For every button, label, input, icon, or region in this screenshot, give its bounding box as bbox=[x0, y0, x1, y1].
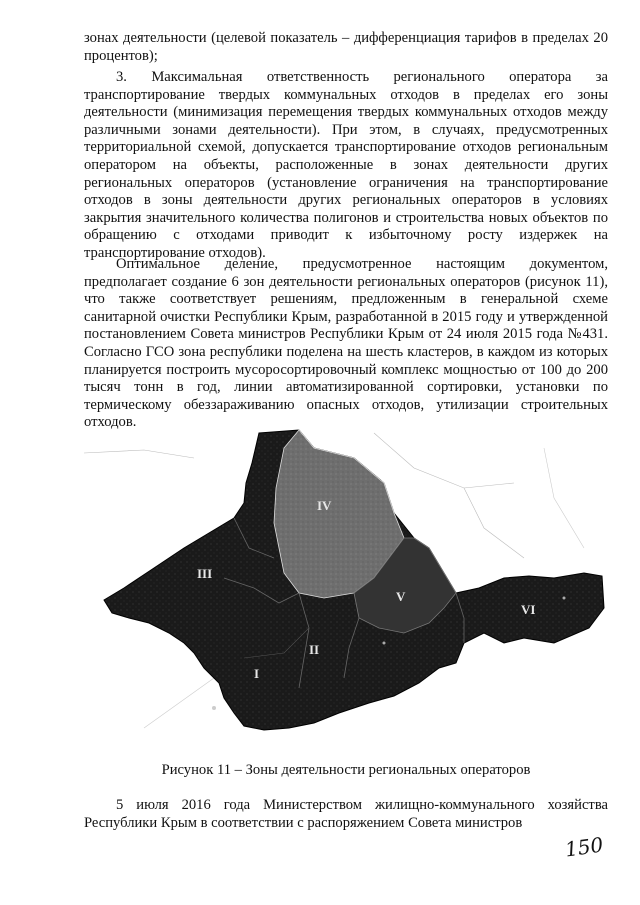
paragraph-optimal-division: Оптимальное деление, предусмотренное настоящим документом, предполагает создание 6 зон деятельности региональных операторов (рисунок 11), что также соответствует решениям, предложенным в генеральной схеме санитарной очистки Республики Крым, разработанной в 2015 году и утвержденной постановлением Совета министров Республики Крым от 24 июля 2015 года №431. Согласно ГСО зона республики поделена на шесть кластеров, в каждом из которых планируется построить мусоросортировочный комплекс мощностью от 100 до 200 тысяч тонн в год, линии автоматизированной сортировки, установки по термическому обеззараживанию опасных отходов, утилизации строительных отходов. bbox=[84, 256, 608, 431]
page-number: 150 bbox=[563, 832, 605, 862]
figure-caption: Рисунок 11 – Зоны деятельности региональных операторов bbox=[161, 762, 531, 778]
paragraph-july-2016: 5 июля 2016 года Министерством жилищно-коммунального хозяйства Республики Крым в соответствии с распоряжением Совета министров bbox=[84, 797, 608, 831]
zone-label-ii: II bbox=[309, 642, 320, 657]
zone-label-vi: VI bbox=[521, 602, 536, 617]
paragraph-continuation: зонах деятельности (целевой показатель – дифференциация тарифов в пределах 20 процентов); bbox=[84, 30, 608, 64]
crimea-zones-map bbox=[84, 428, 608, 753]
paragraph-item-3: 3. Максимальная ответственность регионального оператора за транспортирование твердых коммунальных отходов в пределах его зоны деятельности (минимизация перемещения твердых коммунальных отходов между различными зонами деятельности). При этом, в случаях, предусмотренных территориальной схемой, допускается транспортирование отходов региональным оператором на объекты, расположенные в зонах деятельности других региональных операторов (установление ограничения на транспортирование отходов в зоны деятельности других региональных операторов в условиях закрытия значительного количества полигонов и строительства новых объектов по обращению с отходами приводит к избыточному росту издержек на транспортирование отходов). bbox=[84, 69, 608, 261]
zone-label-i: I bbox=[254, 666, 260, 681]
zone-label-iv: IV bbox=[317, 498, 332, 513]
zone-label-v: V bbox=[396, 589, 406, 604]
zone-label-iii: III bbox=[197, 566, 213, 581]
